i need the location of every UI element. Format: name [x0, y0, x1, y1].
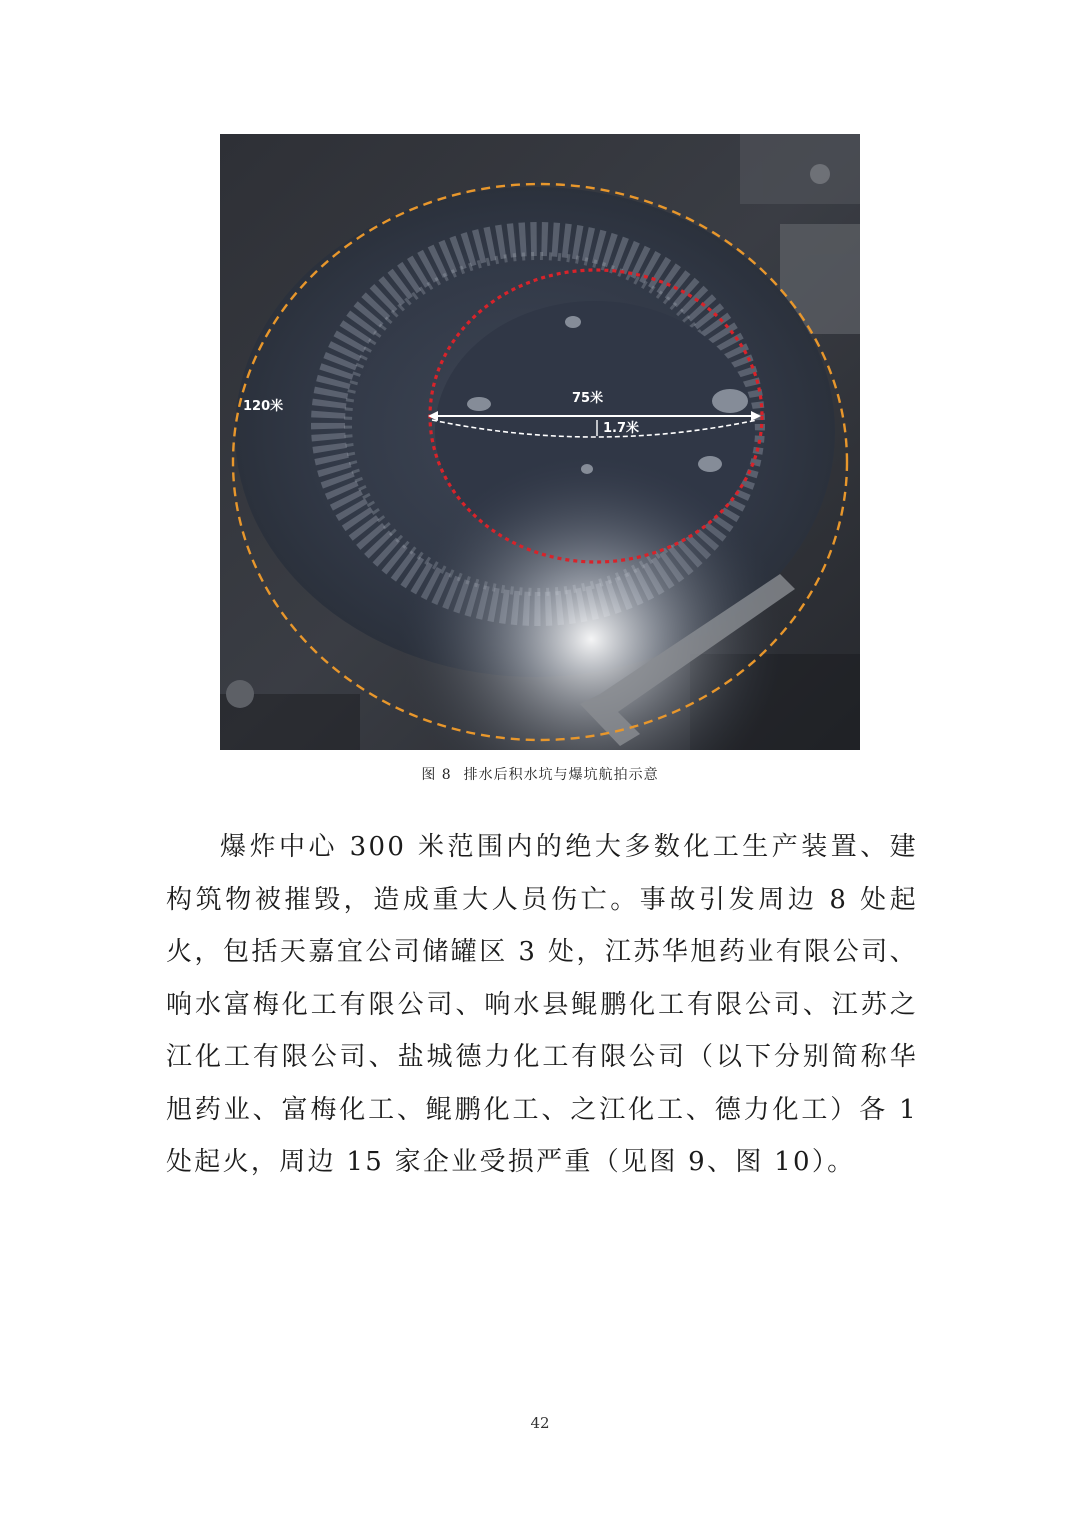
aerial-crater-photo [220, 134, 860, 750]
label-120m: 120米 [243, 399, 284, 414]
body-paragraph: 爆炸中心 300 米范围内的绝大多数化工生产装置、建构筑物被摧毁，造成重大人员伤亡。事故引发周边 8 处起火，包括天嘉宜公司储罐区 3 处，江苏华旭药业有限公司、响水富梅化工有限公司、响水县鲲鹏化工有限公司、江苏之江化工有限公司、盐城德力化工有限公司（以下分别简称华旭药业、富梅化工、鲲鹏化工、之江化工、德力化工）各 1 处起火，周边 15 家企业受损严重（见图 9、图 10）。 [166, 832, 918, 1177]
label-1-7m: 1.7米 [603, 421, 640, 436]
aerial-crater-figure [220, 134, 860, 750]
caption-number: 图 8 [421, 767, 452, 783]
figure-caption [0, 764, 1080, 784]
label-75m: 75米 [572, 391, 604, 406]
sun-glare [220, 134, 860, 750]
caption-text: 排水后积水坑与爆坑航拍示意 [463, 767, 659, 783]
page-number: 42 [530, 1414, 550, 1432]
